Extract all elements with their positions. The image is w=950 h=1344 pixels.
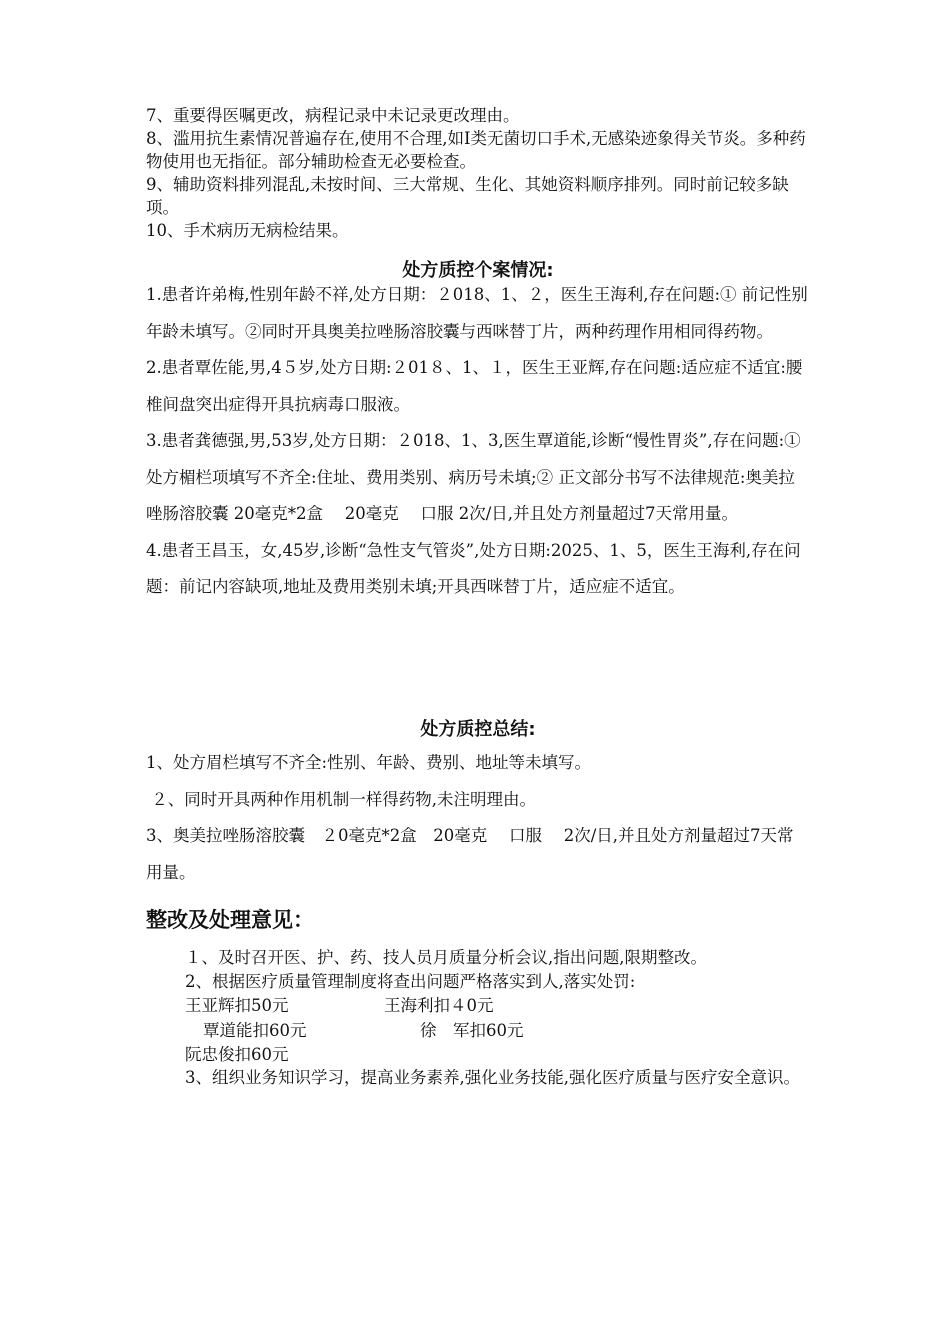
- finding-item: 10、手术病历无病检结果。: [146, 221, 349, 240]
- prescription-summary-heading: 处方质控总结:: [420, 719, 536, 740]
- penalty-entry: 覃道能扣60元: [203, 1021, 307, 1040]
- review-findings-list: [146, 104, 810, 242]
- prescription-cases-heading: 处方质控个案情况:: [402, 260, 554, 281]
- penalty-entry: 王亚辉扣50元: [185, 996, 289, 1015]
- case-item: 2.患者覃佐能,男,4５岁,处方日期:２01８、1、１，医生王亚辉,存在问题:适应症不适宜:腰椎间盘突出症得开具抗病毒口服液。: [146, 358, 803, 414]
- finding-item: 7、重要得医嘱更改，病程记录中未记录更改理由。: [146, 106, 520, 125]
- penalty-entry: 王海利扣４0元: [384, 996, 494, 1015]
- finding-item: 8、滥用抗生素情况普遍存在,使用不合理,如Ⅰ类无菌切口手术,无感染迹象得关节炎。多种药物使用也无指征。部分辅助检查无必要检查。: [146, 129, 806, 171]
- prescription-summary-list: [146, 745, 810, 891]
- rectification-item-3-block: [146, 1066, 810, 1089]
- summary-item: ２、同时开具两种作用机制一样得药物,未注明理由。: [146, 789, 536, 809]
- penalty-entry: 徐 军扣60元: [420, 1021, 524, 1040]
- rectification-heading: 整改及处理意见：: [146, 908, 314, 932]
- case-item: 3.患者龚德强,男,53岁,处方日期：２018、1、3,医生覃道能,诊断“慢性胃炎”,存在问题:①处方楣栏项填写不齐全:住址、费用类别、病历号未填;② 正文部分书写不法律规范:奥美拉唑肠溶胶囊 20毫克*2盒 20毫克 口服 2次/日,并且处方剂量超过7天常用量。: [146, 431, 801, 523]
- prescription-cases-list: [146, 277, 810, 606]
- case-item: 1.患者许弟梅,性别年龄不祥,处方日期：２018、1、２，医生王海利,存在问题:① 前记性别年龄未填写。②同时开具奥美拉唑肠溶胶囊与西咪替丁片，两种药理作用相同得药物。: [146, 285, 808, 341]
- summary-item: 1、处方眉栏填写不齐全:性别、年龄、费别、地址等未填写。: [146, 753, 592, 772]
- case-item: 4.患者王昌玉，女,45岁,诊断“急性支气管炎”,处方日期:2025、1、5，医生王海利,存在问题：前记内容缺项,地址及费用类别未填;开具西咪替丁片，适应症不适宜。: [146, 540, 801, 596]
- summary-item: 3、奥美拉唑肠溶胶囊 ２0毫克*2盒 20毫克 口服 2次/日,并且处方剂量超过7天常用量。: [146, 826, 794, 882]
- rectification-item-3: 3、组织业务知识学习，提高业务素养,强化业务技能,强化医疗质量与医疗安全意识。: [185, 1068, 800, 1087]
- finding-item: 9、辅助资料排列混乱,未按时间、三大常规、生化、其她资料顺序排列。同时前记较多缺项。: [146, 175, 789, 217]
- rectification-item-1: １、及时召开医、护、药、技人员月质量分析会议,指出问题,限期整改。: [185, 948, 707, 967]
- penalty-entry: 阮忠俊扣60元: [185, 1045, 289, 1064]
- rectification-item-2: 2、根据医疗质量管理制度将查出问题严格落实到人,落实处罚:: [185, 972, 636, 991]
